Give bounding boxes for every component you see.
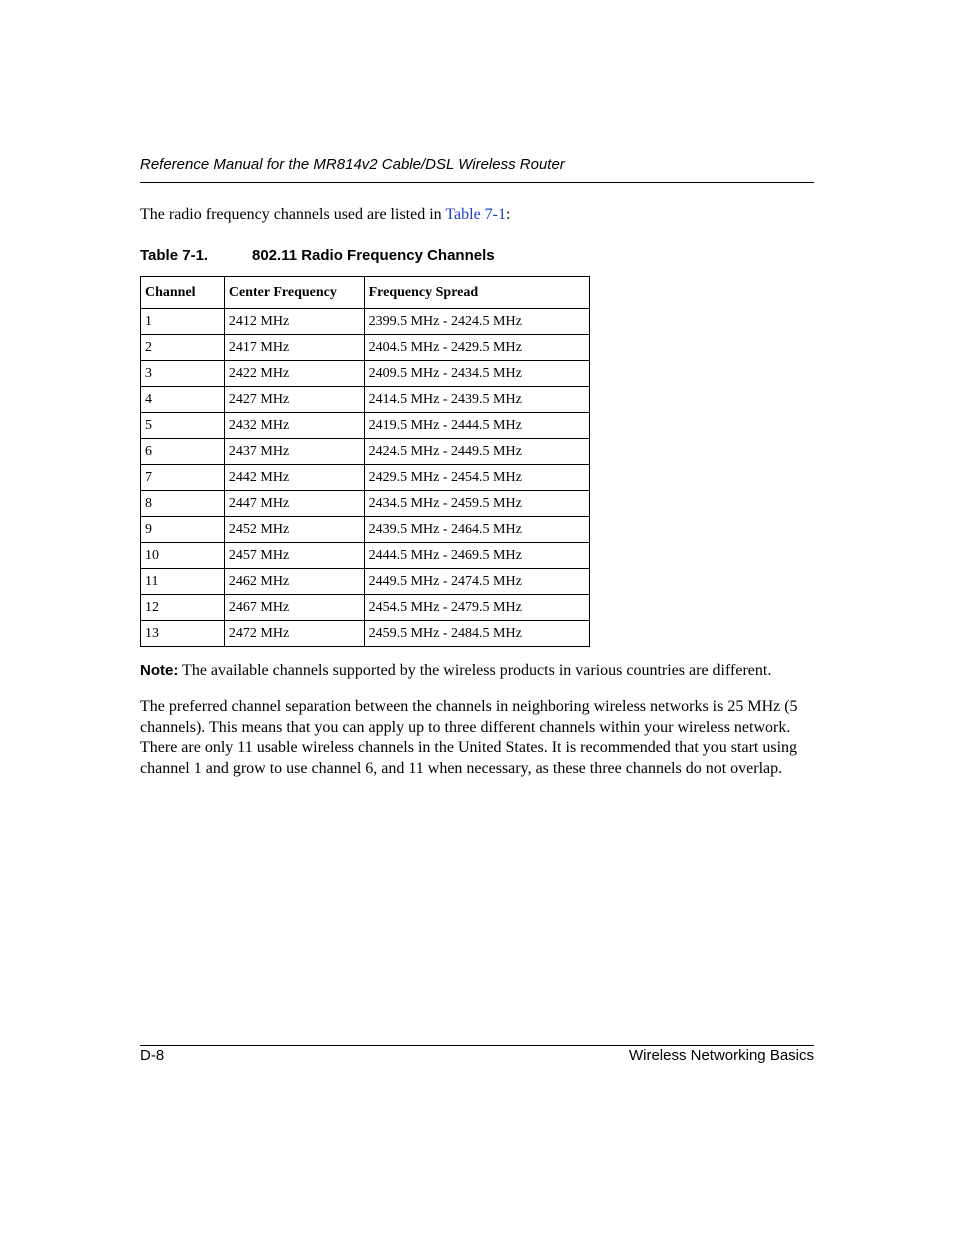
intro-paragraph (140, 205, 814, 225)
note-paragraph (140, 661, 830, 681)
intro-text: The radio frequency channels used are listed in (140, 206, 446, 223)
channel-cell: 3 (141, 361, 225, 387)
channel-cell: 9 (141, 517, 225, 543)
running-header: Reference Manual for the MR814v2 Cable/DSL Wireless Router (140, 156, 565, 173)
table-row (141, 595, 590, 621)
table-row (141, 309, 590, 335)
intro-text-end: : (506, 206, 511, 223)
table-row (141, 621, 590, 647)
frequency-spread-cell: 2424.5 MHz - 2449.5 MHz (364, 439, 589, 465)
frequency-spread-cell: 2419.5 MHz - 2444.5 MHz (364, 413, 589, 439)
column-header-channel: Channel (141, 277, 225, 309)
table-row (141, 413, 590, 439)
note-text: The available channels supported by the wireless products in various countries are different. (178, 662, 772, 679)
table-caption-title: 802.11 Radio Frequency Channels (252, 247, 495, 264)
frequency-channels-table (140, 276, 590, 647)
table-cross-reference-link[interactable]: Table 7-1 (445, 206, 507, 223)
column-header-frequency-spread: Frequency Spread (364, 277, 589, 309)
channel-cell: 5 (141, 413, 225, 439)
channel-cell: 2 (141, 335, 225, 361)
table-row (141, 569, 590, 595)
table-caption-number: Table 7-1. (140, 247, 209, 264)
table-row (141, 517, 590, 543)
table-row (141, 439, 590, 465)
channel-cell: 6 (141, 439, 225, 465)
center-frequency-cell: 2447 MHz (224, 491, 364, 517)
channel-separation-paragraph: The preferred channel separation between the channels in neighboring wireless networks is 25 MHz (5 channels). This means that you can apply up to three different channels within your wireless network. There are only 11 usable wireless channels in the United States. It is recommended that you start using channel 1 and grow to use channel 6, and 11 when necessary, as these three channels do not overlap. (140, 698, 798, 777)
channel-cell: 11 (141, 569, 225, 595)
header-divider (140, 182, 814, 183)
center-frequency-cell: 2427 MHz (224, 387, 364, 413)
channel-cell: 13 (141, 621, 225, 647)
channel-cell: 10 (141, 543, 225, 569)
channel-cell: 4 (141, 387, 225, 413)
center-frequency-cell: 2422 MHz (224, 361, 364, 387)
frequency-spread-cell: 2414.5 MHz - 2439.5 MHz (364, 387, 589, 413)
center-frequency-cell: 2437 MHz (224, 439, 364, 465)
center-frequency-cell: 2417 MHz (224, 335, 364, 361)
footer-section-title: Wireless Networking Basics (628, 1047, 814, 1064)
frequency-spread-cell: 2404.5 MHz - 2429.5 MHz (364, 335, 589, 361)
table-header-row (141, 277, 590, 309)
channel-cell: 7 (141, 465, 225, 491)
frequency-spread-cell: 2429.5 MHz - 2454.5 MHz (364, 465, 589, 491)
center-frequency-cell: 2412 MHz (224, 309, 364, 335)
center-frequency-cell: 2442 MHz (224, 465, 364, 491)
table-row (141, 465, 590, 491)
table-row (141, 387, 590, 413)
column-header-center-frequency: Center Frequency (224, 277, 364, 309)
footer-page-number: D-8 (140, 1047, 165, 1064)
frequency-spread-cell: 2454.5 MHz - 2479.5 MHz (364, 595, 589, 621)
footer-divider (140, 1045, 814, 1046)
frequency-spread-cell: 2444.5 MHz - 2469.5 MHz (364, 543, 589, 569)
table-row (141, 543, 590, 569)
table-row (141, 335, 590, 361)
table-row (141, 361, 590, 387)
table-caption (140, 247, 495, 265)
center-frequency-cell: 2462 MHz (224, 569, 364, 595)
table-body (141, 309, 590, 647)
frequency-spread-cell: 2399.5 MHz - 2424.5 MHz (364, 309, 589, 335)
note-label: Note: (140, 662, 179, 679)
center-frequency-cell: 2467 MHz (224, 595, 364, 621)
center-frequency-cell: 2457 MHz (224, 543, 364, 569)
center-frequency-cell: 2472 MHz (224, 621, 364, 647)
table-row (141, 491, 590, 517)
frequency-spread-cell: 2459.5 MHz - 2484.5 MHz (364, 621, 589, 647)
channel-cell: 1 (141, 309, 225, 335)
center-frequency-cell: 2432 MHz (224, 413, 364, 439)
frequency-spread-cell: 2439.5 MHz - 2464.5 MHz (364, 517, 589, 543)
frequency-spread-cell: 2449.5 MHz - 2474.5 MHz (364, 569, 589, 595)
frequency-spread-cell: 2434.5 MHz - 2459.5 MHz (364, 491, 589, 517)
channel-cell: 8 (141, 491, 225, 517)
channel-cell: 12 (141, 595, 225, 621)
frequency-spread-cell: 2409.5 MHz - 2434.5 MHz (364, 361, 589, 387)
center-frequency-cell: 2452 MHz (224, 517, 364, 543)
